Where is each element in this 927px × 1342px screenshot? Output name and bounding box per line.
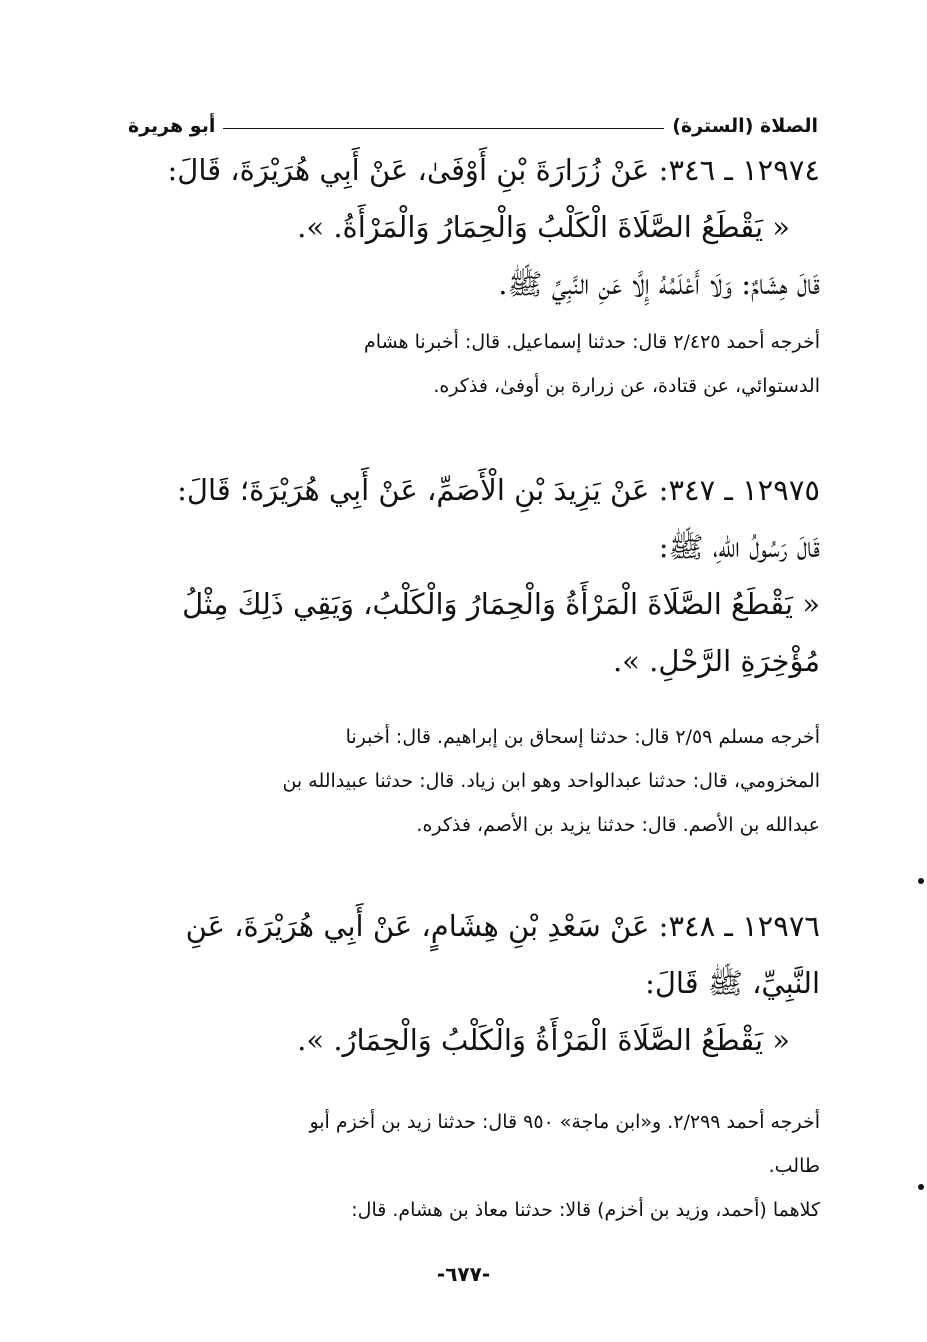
hadith-line: مُؤْخِرَةِ الرَّحْلِ. ». xyxy=(612,644,820,678)
takhrij-line: طالب. xyxy=(768,1155,820,1177)
header-rule xyxy=(223,128,664,129)
margin-dot xyxy=(918,1184,924,1190)
takhrij-line: كلاهما (أحمد، وزيد بن أخزم) قالا: حدثنا معاذ بن هشام. قال: xyxy=(351,1199,820,1221)
hadith-line: ١٢٩٧٦ ـ ٣٤٨: عَنْ سَعْدِ بْنِ هِشَامٍ، عَنْ أَبِي هُرَيْرَةَ، عَنِ xyxy=(185,909,820,943)
running-header xyxy=(128,103,818,137)
header-left-title: أبو هريرة xyxy=(128,115,216,137)
hadith-12974 xyxy=(130,142,820,313)
header-right-title: الصلاة (السترة) xyxy=(672,115,818,137)
hadith-12975 xyxy=(130,462,820,690)
hadith-line: « يَقْطَعُ الصَّلَاةَ الْكَلْبُ وَالْحِمَارُ وَالْمَرْأَةُ. ». xyxy=(297,210,790,244)
hadith-line: ١٢٩٧٤ ـ ٣٤٦: عَنْ زُرَارَةَ بْنِ أَوْفَىٰ، عَنْ أَبِي هُرَيْرَةَ، قَالَ: xyxy=(167,153,820,187)
takhrij-line: عبدالله بن الأصم. قال: حدثنا يزيد بن الأصم، فذكره. xyxy=(416,814,820,836)
takhrij-12974 xyxy=(130,320,820,408)
takhrij-12975 xyxy=(130,715,820,847)
hadith-line: النَّبِيِّ، ﷺ قَالَ: xyxy=(645,966,820,1000)
hadith-line: قَالَ رَسُولُ اللهِ، ﷺ: xyxy=(658,530,820,564)
takhrij-12976 xyxy=(130,1100,820,1232)
margin-dot xyxy=(918,878,924,884)
takhrij-line: الدستوائي، عن قتادة، عن زرارة بن أوفىٰ، فذكره. xyxy=(433,375,820,397)
takhrij-line: أخرجه مسلم ٢/٥٩ قال: حدثنا إسحاق بن إبراهيم. قال: أخبرنا xyxy=(345,726,820,748)
hadith-line: « يَقْطَعُ الصَّلَاةَ الْمَرْأَةُ وَالْكَلْبُ وَالْحِمَارُ. ». xyxy=(297,1023,790,1057)
hadith-line: ١٢٩٧٥ ـ ٣٤٧: عَنْ يَزِيدَ بْنِ الْأَصَمِّ، عَنْ أَبِي هُرَيْرَةَ؛ قَالَ: xyxy=(177,473,820,507)
takhrij-line: أخرجه أحمد ٢/٤٢٥ قال: حدثنا إسماعيل. قال: أخبرنا هشام xyxy=(364,331,820,353)
takhrij-line: أخرجه أحمد ٢/٢٩٩. و«ابن ماجة» ٩٥٠ قال: حدثنا زيد بن أخزم أبو xyxy=(309,1111,820,1133)
hadith-line: « يَقْطَعُ الصَّلَاةَ الْمَرْأَةُ وَالْحِمَارُ وَالْكَلْبُ، وَيَقِي ذَلِكَ مِثْلُ xyxy=(182,587,820,621)
page-number: -٦٧٧- xyxy=(436,1262,491,1286)
hadith-12976 xyxy=(130,898,820,1069)
takhrij-line: المخزومي، قال: حدثنا عبدالواحد وهو ابن زياد. قال: حدثنا عبيدالله بن xyxy=(282,770,820,792)
hadith-line: قَالَ هِشَامٌ: وَلَا أَعْلَمُهُ إِلَّا عَنِ النَّبِيِّ ﷺ. xyxy=(498,267,820,301)
